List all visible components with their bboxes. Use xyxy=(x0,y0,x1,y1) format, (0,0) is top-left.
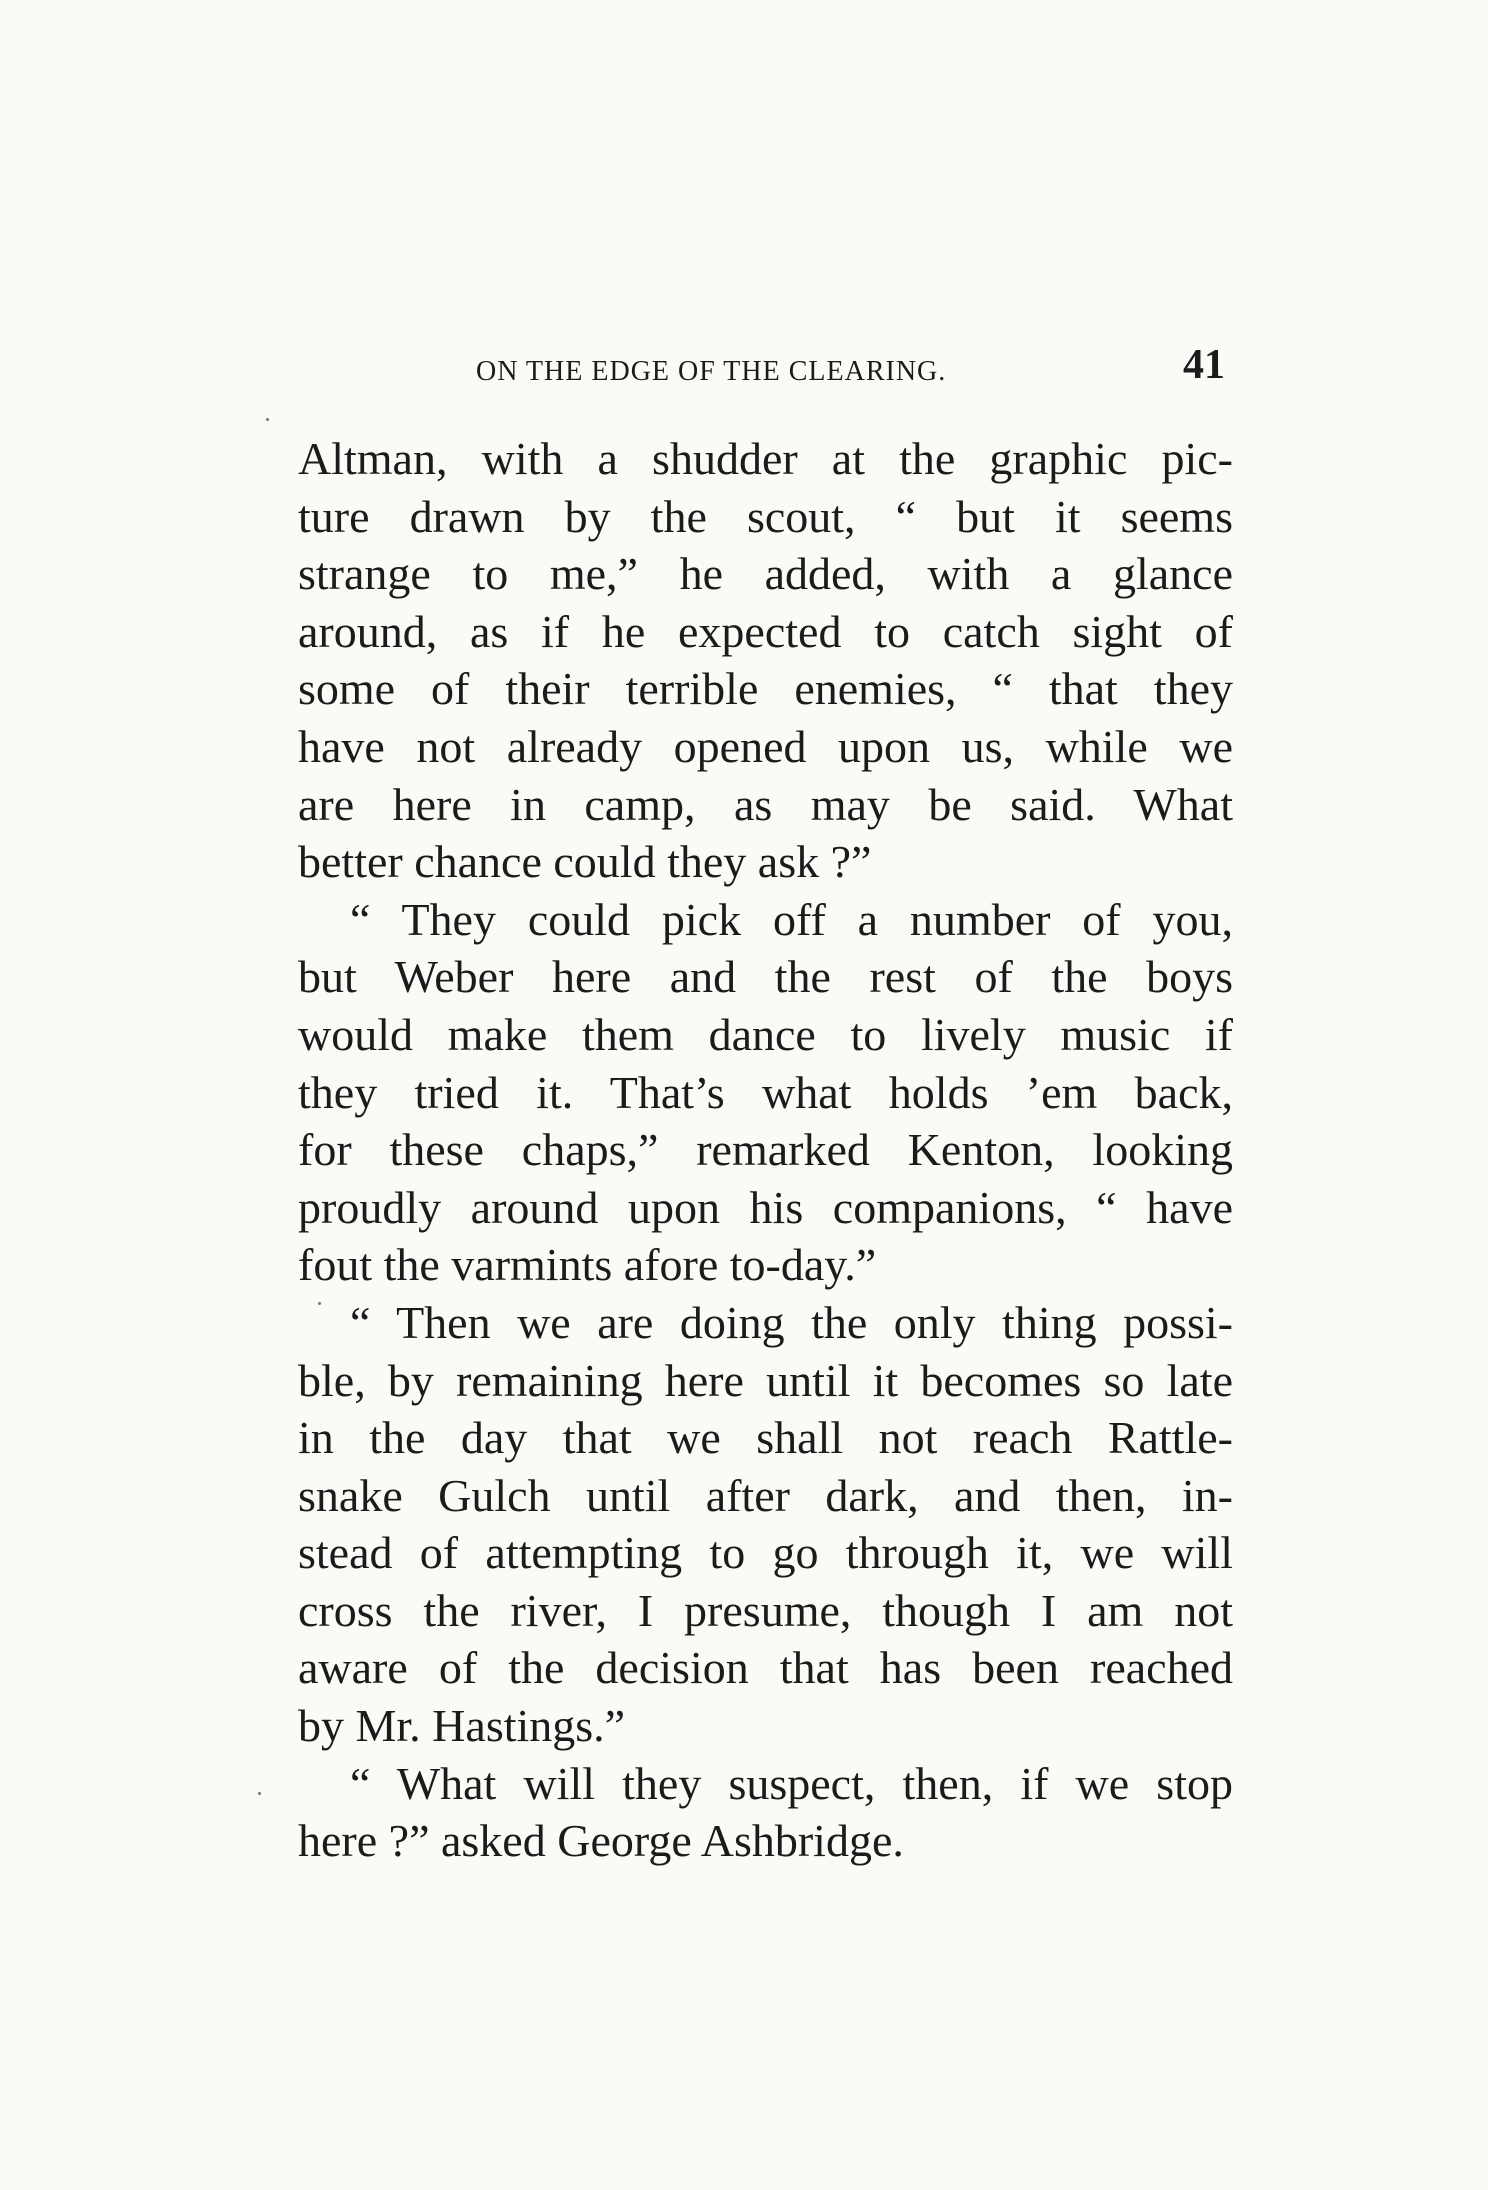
text-line: cross the river, I presume, though I am not xyxy=(298,1584,1233,1636)
text-line: have not already opened upon us, while we xyxy=(298,720,1233,772)
text-line: some of their terrible enemies, “ that they xyxy=(298,663,1233,715)
text-line: proudly around upon his companions, “ have xyxy=(298,1181,1233,1233)
text-line: stead of attempting to go through it, we will xyxy=(298,1527,1233,1579)
text-line: “ Then we are doing the only thing possi- xyxy=(350,1296,1233,1348)
text-line: Altman, with a shudder at the graphic pic- xyxy=(298,433,1233,484)
text-line: here ?” asked George Ashbridge. xyxy=(298,1815,904,1867)
text-line: around, as if he expected to catch sight of xyxy=(298,605,1233,657)
text-line: they tried it. That’s what holds ’em back, xyxy=(298,1066,1233,1118)
text-line: “ They could pick off a number of you, xyxy=(350,893,1233,945)
text-line: aware of the decision that has been reached xyxy=(298,1642,1233,1694)
text-line: ture drawn by the scout, “ but it seems xyxy=(298,490,1233,542)
running-head xyxy=(298,340,1233,400)
text-line: would make them dance to lively music if xyxy=(298,1008,1233,1060)
text-line: “ What will they suspect, then, if we stop xyxy=(350,1757,1233,1809)
paper-speck xyxy=(266,418,269,421)
text-line: snake Gulch until after dark, and then, in- xyxy=(298,1469,1233,1521)
text-line: are here in camp, as may be said. What xyxy=(298,778,1233,830)
text-line: by Mr. Hastings.” xyxy=(298,1700,626,1752)
running-title: ON THE EDGE OF THE CLEARING. xyxy=(476,356,947,387)
paper-speck xyxy=(318,1302,321,1305)
paper-speck xyxy=(258,1792,261,1795)
text-line: for these chaps,” remarked Kenton, looking xyxy=(298,1124,1233,1176)
text-line: strange to me,” he added, with a glance xyxy=(298,548,1233,600)
text-line: in the day that we shall not reach Rattle- xyxy=(298,1412,1233,1464)
text-line: fout the varmints afore to-day.” xyxy=(298,1239,877,1291)
text-line: better chance could they ask ?” xyxy=(298,836,872,888)
body-text xyxy=(298,430,1233,1870)
page-number: 41 xyxy=(1183,342,1225,388)
text-line: but Weber here and the rest of the boys xyxy=(298,951,1233,1003)
text-line: ble, by remaining here until it becomes so late xyxy=(298,1354,1233,1406)
